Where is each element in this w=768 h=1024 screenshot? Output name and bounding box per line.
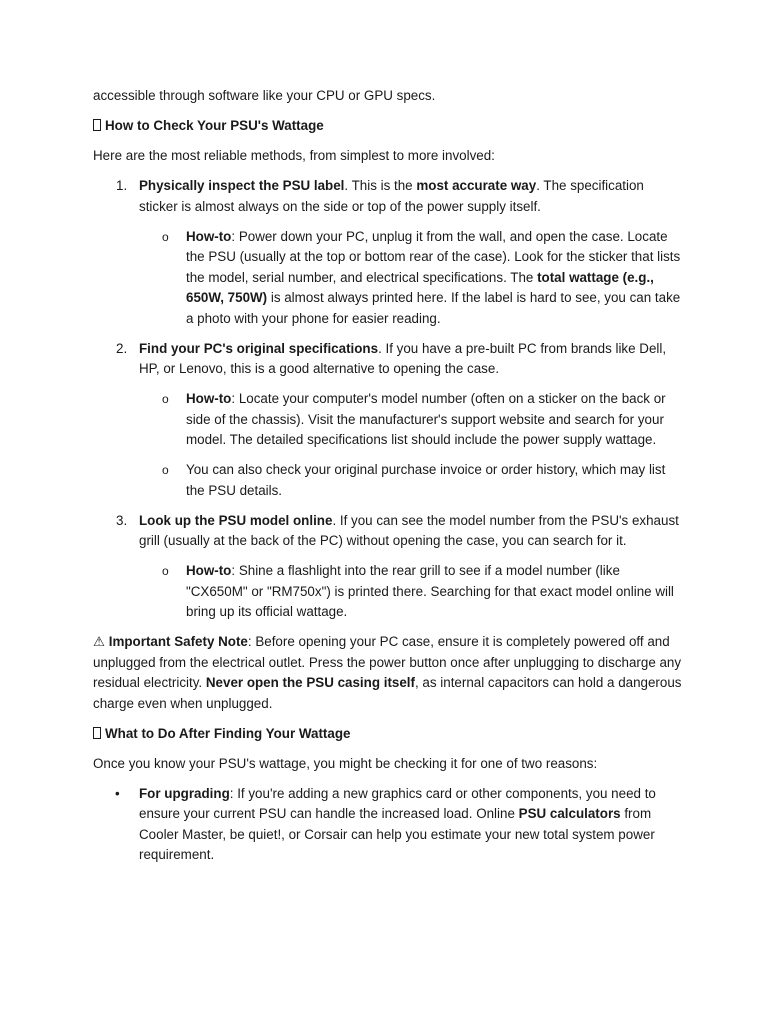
- list-number: 3.: [116, 512, 128, 528]
- warning-icon: ⚠: [93, 634, 106, 649]
- missing-glyph-icon: [93, 727, 101, 739]
- bullet: •: [115, 785, 120, 801]
- sub-list-text: You can also check your original purchase invoice or order history, which may list the PSU details.: [186, 462, 666, 498]
- list-item-2: [93, 339, 683, 380]
- bullet-item-text: For upgrading: If you're adding a new graphics card or other components, you need to ensure your current PSU can handle the increased load. Online PSU calculators from Cooler Master, be quiet!, or Corsair can help you estimate your new total system power requirement.: [139, 785, 656, 862]
- list-item-3: [93, 511, 683, 552]
- section-heading-check: How to Check Your PSU's Wattage: [93, 116, 683, 137]
- section-lead-check: Here are the most reliable methods, from simplest to more involved:: [93, 148, 495, 163]
- sub-list-item: [93, 561, 683, 623]
- sub-bullet: o: [162, 463, 169, 477]
- document-body: [93, 86, 683, 866]
- sub-list-item: [93, 460, 683, 501]
- sub-list-item: [93, 227, 683, 330]
- section-lead-after: Once you know your PSU's wattage, you might be checking it for one of two reasons:: [93, 755, 598, 771]
- sub-list-item: [93, 389, 683, 451]
- list-item-1: [93, 176, 683, 217]
- missing-glyph-icon: [93, 119, 101, 131]
- list-item-text: Find your PC's original specifications. If you have a pre-built PC from brands like Dell, HP, or Lenovo, this is a good alternative to opening the case.: [139, 340, 667, 376]
- section-heading-after: What to Do After Finding Your Wattage: [93, 724, 683, 745]
- list-number: 2.: [116, 340, 128, 356]
- list-item-text: Physically inspect the PSU label. This is the most accurate way. The specification sticker is almost always on the side or top of the power supply itself.: [139, 178, 644, 214]
- list-number: 1.: [116, 178, 128, 193]
- safety-note: ⚠ Important Safety Note: Before opening your PC case, ensure it is completely powered off and unplugged from the electrical outlet. Press the power button once after unplugging to discharge any residual electricity. Never open the PSU casing itself, as internal capacitors can hold a dangerous charge even when unplugged.: [93, 634, 682, 711]
- sub-list-text: How-to: Shine a flashlight into the rear grill to see if a model number (like "CX650M" or "RM750x") is printed there. Searching for that exact model online will bring up its official wattage.: [186, 563, 674, 619]
- sub-bullet: o: [162, 229, 169, 244]
- sub-bullet: o: [162, 392, 169, 406]
- sub-list-text: How-to: Power down your PC, unplug it from the wall, and open the case. Locate the PSU (usually at the top or bottom rear of the case). Look for the sticker that lists the model, serial number, and electrical specifications. The total wattage (e.g., 650W, 750W) is almost always printed here. If the label is hard to see, you can take a photo with your phone for easier reading.: [186, 228, 681, 326]
- list-item-text: Look up the PSU model online. If you can see the model number from the PSU's exhaust grill (usually at the back of the PC) without opening the case, you can search for it.: [139, 512, 679, 548]
- sub-list-text: How-to: Locate your computer's model number (often on a sticker on the back or side of the chassis). Visit the manufacturer's support website and search for your model. The detailed specifications list should include the power supply wattage.: [186, 391, 666, 447]
- sub-bullet: o: [162, 564, 169, 578]
- bullet-item-upgrading: [93, 784, 683, 866]
- intro-line: accessible through software like your CPU or GPU specs.: [93, 88, 436, 103]
